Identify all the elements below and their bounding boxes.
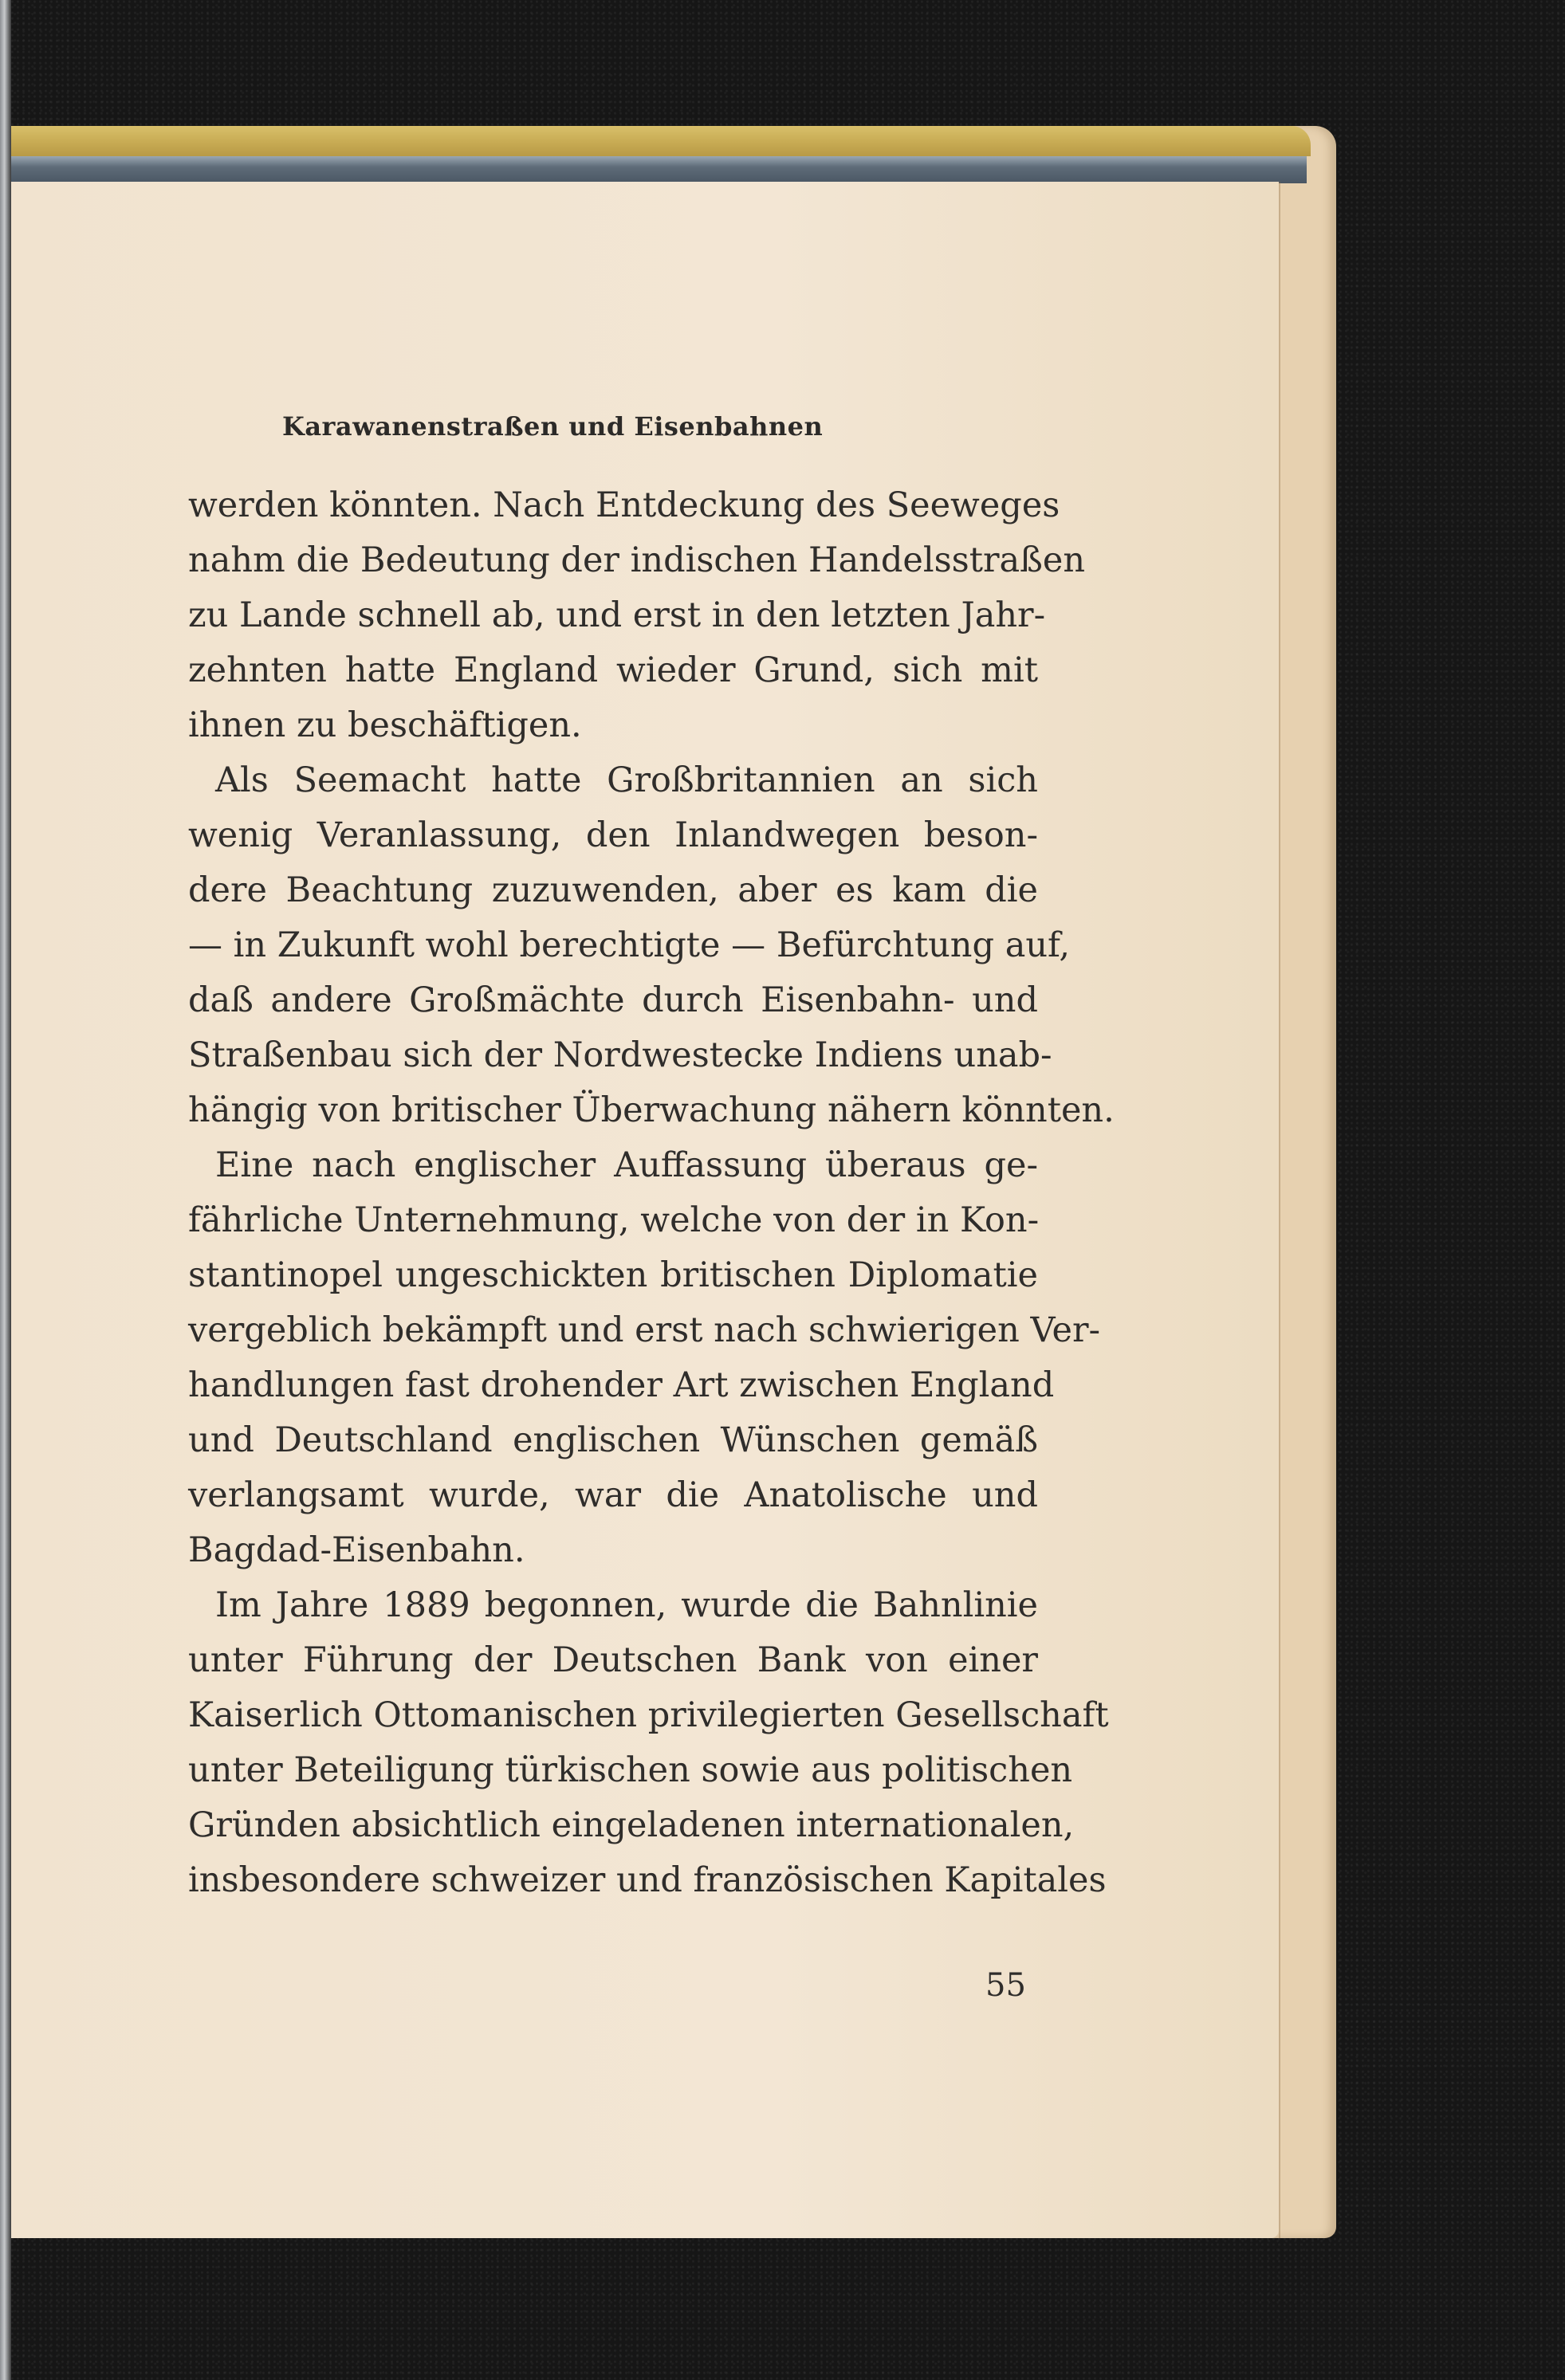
text-line: Kaiserlich Ottomanischen privilegierten Gesellschaft — [188, 1695, 1109, 1735]
text-line: zu Lande schnell ab, und erst in den letzten Jahr- — [188, 595, 1046, 635]
scanner-edge — [0, 0, 11, 2380]
text-line: zehnten hatte England wieder Grund, sich mit — [188, 650, 1038, 690]
text-line: Als Seemacht hatte Großbritannien an sich — [215, 760, 1038, 800]
text-line: Gründen absichtlich eingeladenen internationalen, — [188, 1805, 1075, 1845]
text-line: handlungen fast drohender Art zwischen England — [188, 1365, 1055, 1405]
text-line: vergeblich bekämpft und erst nach schwierigen Ver- — [188, 1310, 1101, 1350]
text-line: dere Beachtung zuzuwenden, aber es kam die — [188, 870, 1038, 910]
text-line: Im Jahre 1889 begonnen, wurde die Bahnlinie — [215, 1585, 1038, 1625]
text-line: — in Zukunft wohl berechtigte — Befürchtung auf, — [188, 925, 1071, 965]
text-line: fährliche Unternehmung, welche von der in Kon- — [188, 1200, 1040, 1240]
text-line: unter Führung der Deutschen Bank von einer — [188, 1640, 1038, 1680]
text-line: nahm die Bedeutung der indischen Handelsstraßen — [188, 540, 1086, 580]
text-line: wenig Veranlassung, den Inlandwegen beson- — [188, 815, 1038, 855]
text-line: Straßenbau sich der Nordwestecke Indiens unab- — [188, 1035, 1052, 1075]
text-line: Eine nach englischer Auffassung überaus ge- — [215, 1145, 1038, 1185]
gilt-top-edge — [11, 126, 1311, 156]
text-line: werden könnten. Nach Entdeckung des Seeweges — [188, 485, 1060, 525]
text-line: Bagdad-Eisenbahn. — [188, 1530, 525, 1570]
page-number: 55 — [985, 1967, 1026, 2004]
text-line: hängig von britischer Überwachung nähern könnten. — [188, 1090, 1115, 1130]
text-line: daß andere Großmächte durch Eisenbahn- und — [188, 980, 1038, 1020]
text-line: ihnen zu beschäftigen. — [188, 705, 582, 745]
text-line: unter Beteiligung türkischen sowie aus politischen — [188, 1750, 1073, 1790]
text-line: und Deutschland englischen Wünschen gemäß — [188, 1420, 1038, 1460]
body-text — [188, 478, 1115, 1908]
text-line: verlangsamt wurde, war die Anatolische und — [188, 1475, 1038, 1515]
running-head: Karawanenstraßen und Eisenbahnen — [282, 411, 824, 442]
page-fold-line — [1279, 182, 1280, 2238]
text-line: stantinopel ungeschickten britischen Diplomatie — [188, 1255, 1038, 1295]
page-block-top-edge — [11, 156, 1307, 183]
text-line: insbesondere schweizer und französischen Kapitales — [188, 1860, 1107, 1900]
